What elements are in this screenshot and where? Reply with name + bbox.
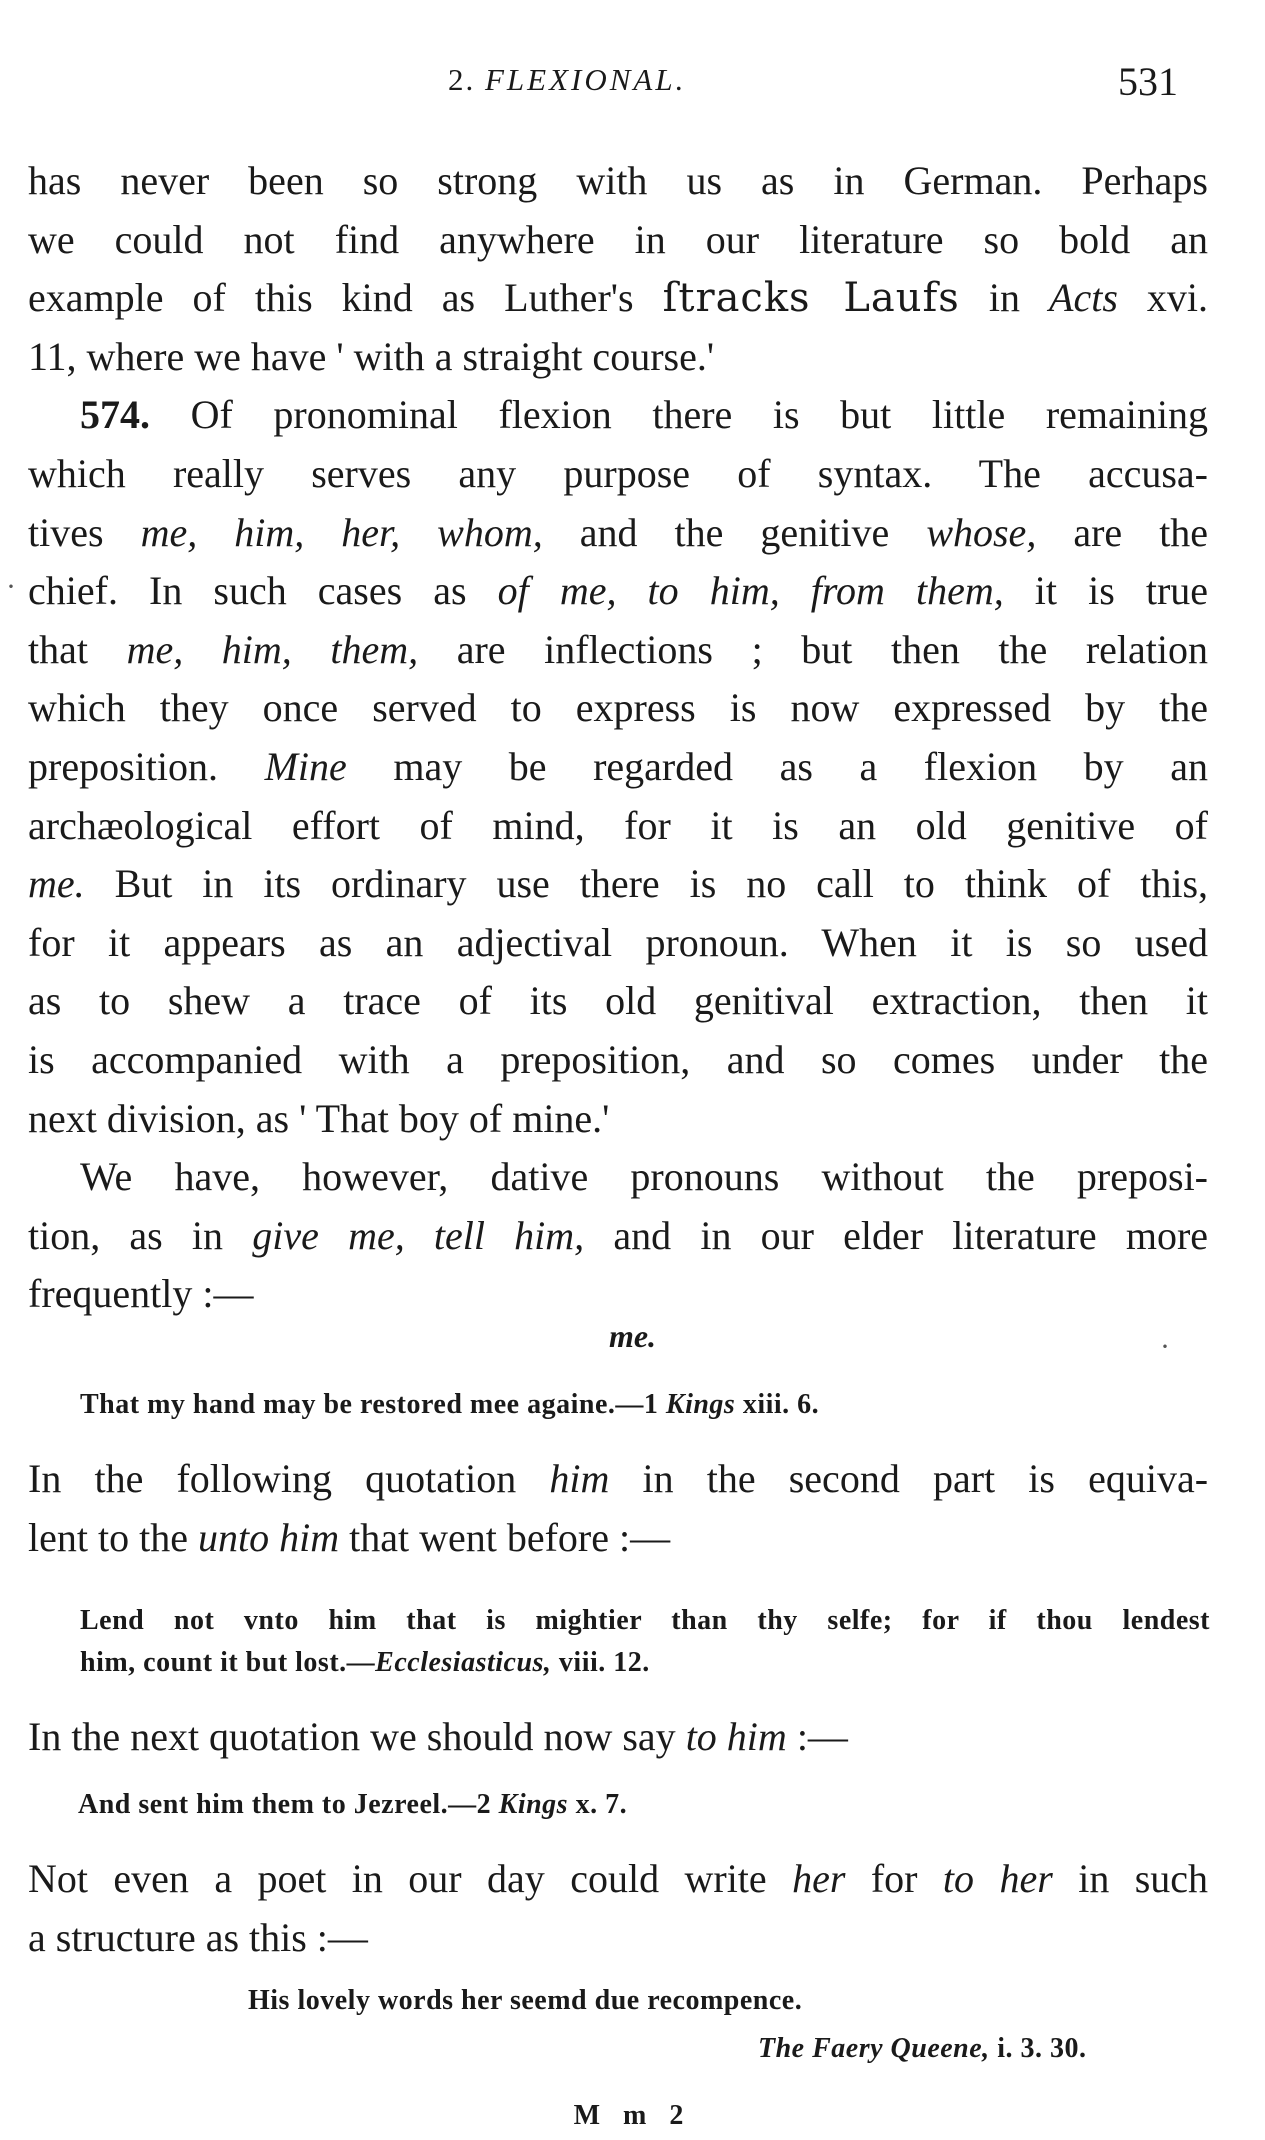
text-line: next division, as ' That boy of mine.': [28, 1095, 610, 1141]
chapter-title: FLEXIONAL.: [485, 62, 687, 97]
text-line: which they once served to express is now expressed by the: [28, 685, 1208, 731]
quotation-source: The Faery Queene, i. 3. 30.: [758, 2033, 1087, 2064]
text-line: chief. In such cases as of me, to him, from them, it is true: [28, 568, 1209, 614]
text-line: Not even a poet in our day could write her for to her in such: [28, 1856, 1209, 1901]
margin-dot: ·: [6, 570, 16, 603]
signature-mark: M m 2: [573, 2100, 692, 2131]
text-line: frequently :—: [28, 1271, 254, 1317]
text-line: lent to the unto him that went before :—: [28, 1514, 671, 1560]
quotation-kings-2: And sent him them to Jezreel.—2 Kings x. 7.: [78, 1789, 628, 1820]
text-line: 574. Of pronominal flexion there is but little remaining: [80, 392, 1208, 438]
paragraph-poet: [28, 1850, 1208, 1967]
page-number: 531: [1118, 59, 1178, 104]
text-line: archæological effort of mind, for it is an old genitive of: [28, 802, 1208, 848]
margin-dot: ·: [1160, 1330, 1170, 1363]
text-line: is accompanied with a preposition, and so comes under the: [28, 1036, 1208, 1082]
text-line: that me, him, them, are inflections ; but then the relation: [28, 626, 1209, 672]
centered-heading-me: me.: [608, 1318, 657, 1354]
quotation-ecclesiasticus-line2: him, count it but lost.—Ecclesiasticus, viii. 12.: [80, 1647, 650, 1678]
text-line: In the next quotation we should now say to him :—: [28, 1714, 848, 1759]
paragraph-following-quotation: [28, 1450, 1208, 1567]
text-line: has never been so strong with us as in German. Perhaps: [28, 158, 1208, 203]
running-head: [0, 59, 1265, 112]
quotation-faery-queene: His lovely words her seemd due recompence.: [248, 1985, 803, 2016]
quotation-ecclesiasticus-line1: Lend not vnto him that is mightier than thy selfe; for if thou lendest: [80, 1605, 1210, 1636]
text-line: 11, where we have ' with a straight course.': [28, 333, 715, 379]
text-line: which really serves any purpose of syntax. The accusa-: [28, 450, 1208, 496]
main-text: [28, 152, 1208, 1324]
section-number: 574.: [80, 392, 150, 438]
text-line: In the following quotation him in the second part is equiva-: [28, 1456, 1209, 1501]
text-line: tives me, him, her, whom, and the genitive whose, are the: [28, 509, 1209, 555]
text-line: We have, however, dative pronouns without the preposi-: [80, 1154, 1208, 1200]
paragraph-next-quotation: [28, 1708, 1208, 1767]
chapter-heading: [448, 62, 686, 98]
text-line: a structure as this :—: [28, 1914, 368, 1960]
chapter-number: 2.: [448, 62, 476, 97]
text-line: example of this kind as Luther's ſtracks Laufs in Acts xvi.: [28, 275, 1209, 322]
text-line: for it appears as an adjectival pronoun. When it is so used: [28, 919, 1208, 965]
quotation-kings-1: That my hand may be restored mee againe.—1 Kings xiii. 6.: [80, 1389, 820, 1420]
text-line: as to shew a trace of its old genitival extraction, then it: [28, 978, 1208, 1024]
text-line: preposition. Mine may be regarded as a flexion by an: [28, 743, 1209, 789]
fraktur-phrase: ſtracks Laufs: [662, 275, 960, 322]
text-line: me. But in its ordinary use there is no call to think of this,: [28, 861, 1209, 907]
text-line: we could not find anywhere in our literature so bold an: [28, 216, 1208, 262]
text-line: tion, as in give me, tell him, and in our elder literature more: [28, 1212, 1209, 1258]
